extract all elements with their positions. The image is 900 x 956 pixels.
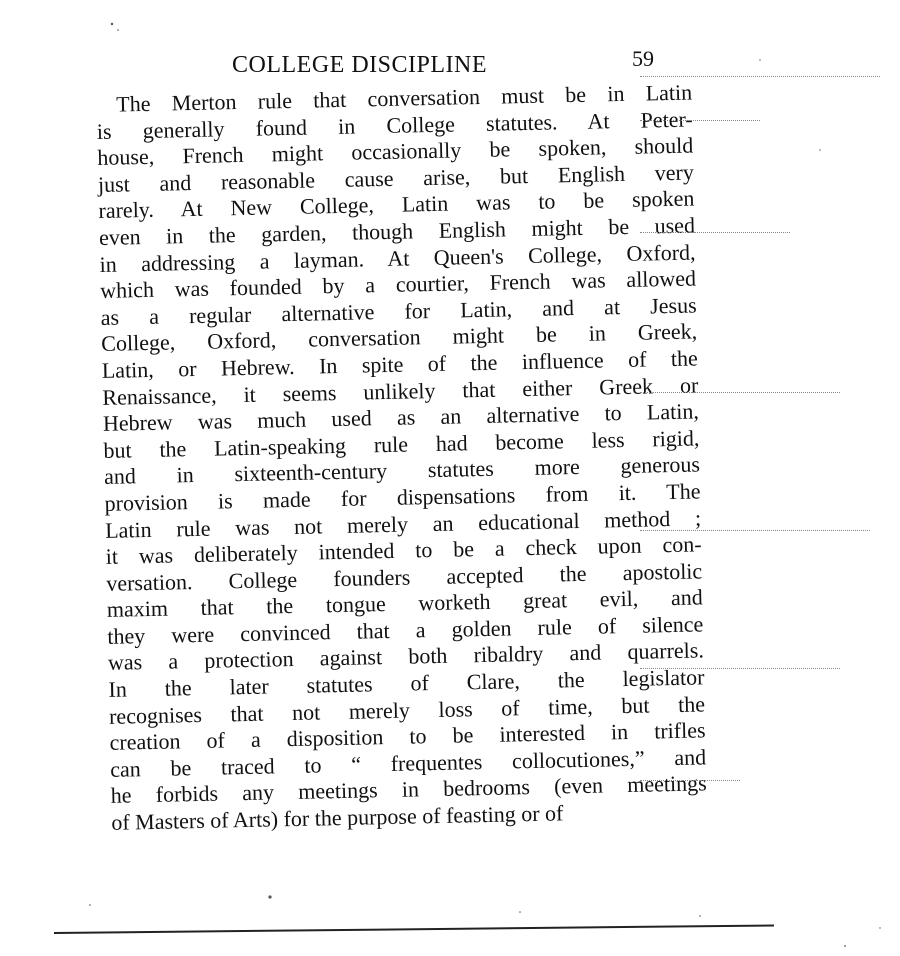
text-line: Latin, or Hebrew. In spite of the influence of the <box>101 345 698 383</box>
page-header <box>200 46 680 82</box>
scan-streak <box>640 780 740 781</box>
text-line: was a protection against both ribaldry and quarrels. <box>107 637 705 676</box>
text-line: creation of a disposition to be interested in trifles <box>109 717 706 756</box>
text-line: but the Latin-speaking rule had become less rigid, <box>103 425 700 463</box>
text-line: rarely. At New College, Latin was to be spoken <box>98 185 695 224</box>
page-number: 59 <box>632 46 654 71</box>
bottom-rule <box>54 924 774 934</box>
text-line: Renaissance, it seems unlikely that either Greek or <box>102 371 699 410</box>
text-line: Latin rule was not merely an educational method ; <box>104 504 702 543</box>
scan-streak <box>640 232 790 233</box>
scan-streak <box>640 120 760 121</box>
text-line: provision is made for dispensations from it. The <box>104 478 701 516</box>
running-head: COLLEGE DISCIPLINE <box>232 52 487 78</box>
text-line: which was founded by a courtier, French was allowed <box>99 265 697 304</box>
text-line: College, Oxford, conversation might be in Greek, <box>101 318 698 357</box>
text-line: in addressing a layman. At Queen's College, Oxford, <box>99 239 696 277</box>
scan-streak <box>640 76 880 77</box>
scan-streak <box>640 392 840 393</box>
text-line: he forbids any meetings in bedrooms (even meetings <box>110 770 707 809</box>
text-line: as a regular alternative for Latin, and at Jesus <box>100 292 697 330</box>
text-line: even in the garden, though English might be used <box>98 212 696 250</box>
text-line: house, French might occasionally be spoken, should <box>97 132 694 171</box>
text-line: Hebrew was much used as an alternative to Latin, <box>102 398 700 437</box>
text-line: is generally found in College statutes. At Peter- <box>96 106 693 144</box>
text-line: In the later statutes of Clare, the legislator <box>108 664 705 702</box>
text-line: can be traced to “ frequentes collocutiones,” and <box>109 744 707 782</box>
text-line: versation. College founders accepted the apostolic <box>106 558 703 596</box>
text-line: of Masters of Arts) for the purpose of feasting or of <box>111 800 564 835</box>
text-line: they were convinced that a golden rule of silence <box>107 611 704 649</box>
text-line: just and reasonable cause arise, but English very <box>97 159 695 197</box>
text-line: recognises that not merely loss of time, but the <box>108 691 706 729</box>
text-line: maxim that the tongue worketh great evil, and <box>106 584 703 623</box>
body-paragraph <box>96 80 707 837</box>
text-line: The Merton rule that conversation must be in Latin <box>115 79 693 117</box>
text-line: and in sixteenth-century statutes more generous <box>103 451 701 490</box>
scan-streak <box>640 668 840 669</box>
scan-streak <box>640 530 870 531</box>
text-line: it was deliberately intended to be a check upon con- <box>105 531 702 569</box>
